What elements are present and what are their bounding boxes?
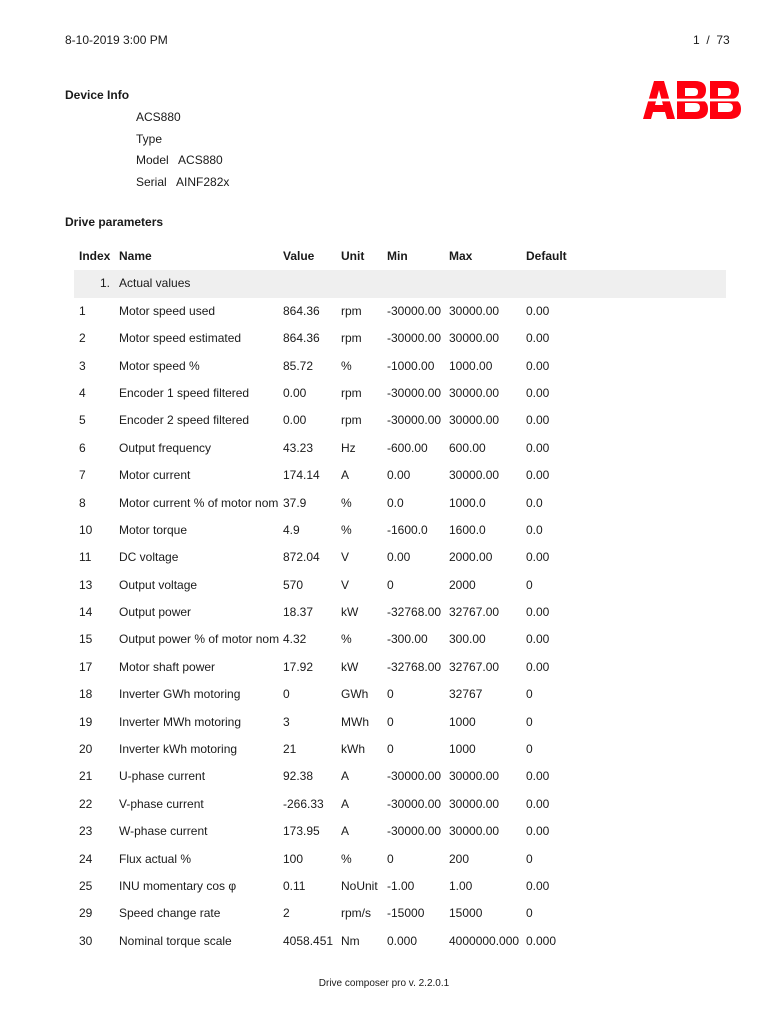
param-name: Motor speed % — [119, 358, 200, 373]
param-index: 11 — [79, 550, 92, 565]
param-value: 174.14 — [283, 468, 320, 483]
col-header-unit: Unit — [341, 249, 365, 263]
param-default: 0.00 — [526, 659, 550, 674]
param-unit: % — [341, 632, 352, 647]
drive-parameters-title: Drive parameters — [65, 215, 164, 229]
param-unit: % — [341, 495, 352, 510]
param-name: INU momentary cos φ — [119, 878, 237, 893]
param-min: -30000.00 — [387, 331, 442, 346]
param-default: 0.00 — [526, 385, 550, 400]
table-row — [65, 681, 726, 708]
group-name: Actual values — [119, 276, 191, 291]
param-max: 200 — [449, 851, 470, 866]
param-max: 30000.00 — [449, 769, 500, 784]
col-header-default: Default — [526, 249, 567, 263]
param-name: Output voltage — [119, 577, 198, 592]
param-max: 300.00 — [449, 632, 486, 647]
param-min: 0.0 — [387, 495, 404, 510]
param-default: 0 — [526, 577, 533, 592]
table-row — [65, 846, 726, 873]
param-min: -1000.00 — [387, 358, 435, 373]
parameters-table — [65, 243, 726, 955]
param-max: 1000 — [449, 742, 476, 757]
param-value: 0.00 — [283, 385, 307, 400]
param-name: W-phase current — [119, 824, 208, 839]
table-row — [65, 435, 726, 462]
param-index: 17 — [79, 659, 93, 674]
param-default: 0.00 — [526, 550, 550, 565]
param-index: 6 — [79, 440, 86, 455]
param-default: 0.00 — [526, 440, 550, 455]
param-default: 0.00 — [526, 468, 550, 483]
param-min: 0 — [387, 742, 394, 757]
param-index: 29 — [79, 906, 93, 921]
col-header-min: Min — [387, 249, 408, 263]
param-value: 85.72 — [283, 358, 314, 373]
param-min: -30000.00 — [387, 303, 442, 318]
param-unit: A — [341, 796, 350, 811]
param-value: 17.92 — [283, 659, 314, 674]
param-value: 92.38 — [283, 769, 314, 784]
param-default: 0.00 — [526, 824, 550, 839]
param-unit: V — [341, 550, 350, 565]
param-index: 19 — [79, 714, 93, 729]
param-value: 872.04 — [283, 550, 320, 565]
param-index: 5 — [79, 413, 86, 428]
param-min: -32768.00 — [387, 659, 442, 674]
param-default: 0.00 — [526, 358, 550, 373]
param-unit: A — [341, 769, 350, 784]
param-name: DC voltage — [119, 550, 179, 565]
param-unit: kWh — [341, 742, 365, 757]
param-min: 0 — [387, 687, 394, 702]
param-unit: Hz — [341, 440, 356, 455]
param-min: 0 — [387, 577, 394, 592]
table-row — [65, 572, 726, 599]
col-header-index: Index — [79, 249, 111, 263]
param-name: U-phase current — [119, 769, 206, 784]
param-name: Inverter GWh motoring — [119, 687, 241, 702]
param-name: Motor torque — [119, 522, 188, 537]
param-default: 0.00 — [526, 632, 550, 647]
param-min: 0 — [387, 851, 394, 866]
param-index: 25 — [79, 878, 93, 893]
param-min: -30000.00 — [387, 413, 442, 428]
table-row — [65, 736, 726, 763]
param-index: 23 — [79, 824, 93, 839]
param-max: 32767.00 — [449, 659, 500, 674]
param-max: 2000 — [449, 577, 476, 592]
param-name: Encoder 1 speed filtered — [119, 385, 250, 400]
device-serial — [136, 175, 229, 189]
param-min: -32768.00 — [387, 605, 442, 620]
param-min: 0.00 — [387, 550, 411, 565]
table-row — [65, 544, 726, 571]
param-unit: rpm — [341, 413, 362, 428]
param-unit: kW — [341, 605, 359, 620]
param-index: 7 — [79, 468, 86, 483]
table-row — [65, 599, 726, 626]
param-default: 0.00 — [526, 796, 550, 811]
param-value: 43.23 — [283, 440, 314, 455]
param-unit: Nm — [341, 933, 360, 948]
param-max: 15000 — [449, 906, 483, 921]
param-name: Output power — [119, 605, 192, 620]
param-unit: % — [341, 851, 352, 866]
param-value: 4.32 — [283, 632, 307, 647]
param-max: 30000.00 — [449, 413, 500, 428]
param-max: 600.00 — [449, 440, 486, 455]
param-unit: % — [341, 522, 352, 537]
abb-logo — [643, 81, 741, 119]
param-min: -30000.00 — [387, 796, 442, 811]
table-row — [65, 517, 726, 544]
param-min: 0 — [387, 714, 394, 729]
page-current: 1 — [693, 33, 700, 47]
param-index: 8 — [79, 495, 86, 510]
param-value: -266.33 — [283, 796, 324, 811]
col-header-name: Name — [119, 249, 152, 263]
param-value: 4058.451 — [283, 933, 334, 948]
param-unit: GWh — [341, 687, 369, 702]
param-min: -600.00 — [387, 440, 428, 455]
param-value: 4.9 — [283, 522, 300, 537]
param-name: Inverter kWh motoring — [119, 742, 238, 757]
param-unit: rpm/s — [341, 906, 371, 921]
param-index: 18 — [79, 687, 93, 702]
table-row — [65, 380, 726, 407]
param-unit: rpm — [341, 303, 362, 318]
col-header-value: Value — [283, 249, 315, 263]
param-max: 32767.00 — [449, 605, 500, 620]
param-index: 10 — [79, 522, 93, 537]
param-max: 2000.00 — [449, 550, 493, 565]
param-default: 0 — [526, 906, 533, 921]
page-separator: / — [706, 33, 710, 47]
param-value: 100 — [283, 851, 304, 866]
table-row — [65, 900, 726, 927]
device-model — [136, 153, 223, 167]
device-model-value: ACS880 — [178, 153, 223, 167]
param-max: 30000.00 — [449, 303, 500, 318]
table-row — [65, 407, 726, 434]
param-index: 4 — [79, 385, 86, 400]
page-total: 73 — [716, 33, 730, 47]
param-unit: MWh — [341, 714, 369, 729]
device-name: ACS880 — [136, 110, 181, 124]
param-value: 864.36 — [283, 303, 320, 318]
param-value: 3 — [283, 714, 290, 729]
param-index: 3 — [79, 358, 86, 373]
table-row — [65, 353, 726, 380]
param-name: Motor speed estimated — [119, 331, 242, 346]
param-name: Speed change rate — [119, 906, 221, 921]
param-max: 30000.00 — [449, 385, 500, 400]
param-index: 2 — [79, 331, 86, 346]
table-row — [65, 791, 726, 818]
param-unit: rpm — [341, 385, 362, 400]
param-value: 21 — [283, 742, 297, 757]
table-row — [65, 490, 726, 517]
param-max: 30000.00 — [449, 796, 500, 811]
param-index: 1 — [79, 303, 86, 318]
param-value: 570 — [283, 577, 304, 592]
param-max: 1000.0 — [449, 495, 486, 510]
param-unit: NoUnit — [341, 878, 378, 893]
param-min: -15000 — [387, 906, 425, 921]
param-max: 1.00 — [449, 878, 473, 893]
param-default: 0.00 — [526, 413, 550, 428]
param-default: 0 — [526, 714, 533, 729]
group-row — [74, 270, 726, 297]
param-default: 0.00 — [526, 769, 550, 784]
param-unit: % — [341, 358, 352, 373]
param-name: Motor current — [119, 468, 191, 483]
device-serial-label: Serial — [136, 175, 167, 189]
param-default: 0.00 — [526, 303, 550, 318]
param-value: 18.37 — [283, 605, 314, 620]
param-index: 22 — [79, 796, 93, 811]
param-max: 32767 — [449, 687, 483, 702]
table-row — [65, 626, 726, 653]
param-value: 0 — [283, 687, 290, 702]
param-name: Output frequency — [119, 440, 212, 455]
table-row — [65, 709, 726, 736]
param-default: 0.00 — [526, 331, 550, 346]
page-indicator — [693, 33, 730, 47]
param-index: 14 — [79, 605, 93, 620]
param-min: -300.00 — [387, 632, 428, 647]
param-unit: A — [341, 824, 350, 839]
param-name: Inverter MWh motoring — [119, 714, 242, 729]
param-name: Motor current % of motor nom — [119, 495, 279, 510]
param-name: Motor speed used — [119, 303, 216, 318]
param-default: 0 — [526, 851, 533, 866]
param-default: 0.00 — [526, 605, 550, 620]
device-serial-value: AINF282x — [176, 175, 230, 189]
param-min: -30000.00 — [387, 385, 442, 400]
param-unit: rpm — [341, 331, 362, 346]
param-default: 0 — [526, 687, 533, 702]
param-value: 0.11 — [283, 878, 306, 893]
param-name: Nominal torque scale — [119, 933, 232, 948]
table-row — [65, 873, 726, 900]
param-max: 30000.00 — [449, 824, 500, 839]
param-value: 37.9 — [283, 495, 307, 510]
device-model-label: Model — [136, 153, 169, 167]
param-name: V-phase current — [119, 796, 204, 811]
table-row — [65, 928, 726, 955]
footer-version: Drive composer pro v. 2.2.0.1 — [318, 978, 450, 989]
param-max: 30000.00 — [449, 331, 500, 346]
param-value: 173.95 — [283, 824, 320, 839]
print-datetime: 8-10-2019 3:00 PM — [65, 33, 168, 47]
table-row — [65, 763, 726, 790]
param-unit: A — [341, 468, 350, 483]
param-min: -1600.0 — [387, 522, 428, 537]
param-max: 1000.00 — [449, 358, 493, 373]
param-min: -30000.00 — [387, 824, 442, 839]
param-index: 20 — [79, 742, 93, 757]
param-name: Motor shaft power — [119, 659, 216, 674]
param-min: -30000.00 — [387, 769, 442, 784]
param-max: 1000 — [449, 714, 476, 729]
table-row — [65, 818, 726, 845]
param-unit: V — [341, 577, 350, 592]
param-max: 1600.0 — [449, 522, 486, 537]
device-info-title: Device Info — [65, 88, 130, 102]
param-index: 30 — [79, 933, 93, 948]
col-header-max: Max — [449, 249, 473, 263]
param-default: 0.0 — [526, 495, 543, 510]
table-row — [65, 462, 726, 489]
table-row — [65, 298, 726, 325]
param-index: 15 — [79, 632, 93, 647]
param-name: Encoder 2 speed filtered — [119, 413, 250, 428]
device-type-label: Type — [136, 132, 163, 146]
param-value: 864.36 — [283, 331, 320, 346]
table-row — [65, 325, 726, 352]
param-index: 24 — [79, 851, 93, 866]
param-name: Output power % of motor nom — [119, 632, 280, 647]
param-default: 0 — [526, 742, 533, 757]
param-name: Flux actual % — [119, 851, 192, 866]
param-min: -1.00 — [387, 878, 415, 893]
param-index: 21 — [79, 769, 93, 784]
param-default: 0.0 — [526, 522, 543, 537]
param-max: 4000000.000 — [449, 933, 520, 948]
param-index: 13 — [79, 577, 93, 592]
param-min: 0.00 — [387, 468, 411, 483]
param-unit: kW — [341, 659, 359, 674]
group-number: 1. — [100, 276, 111, 291]
table-header-row — [65, 243, 726, 270]
param-min: 0.000 — [387, 933, 418, 948]
param-value: 2 — [283, 906, 290, 921]
param-default: 0.00 — [526, 878, 550, 893]
param-max: 30000.00 — [449, 468, 500, 483]
table-row — [65, 654, 726, 681]
param-value: 0.00 — [283, 413, 307, 428]
param-default: 0.000 — [526, 933, 557, 948]
